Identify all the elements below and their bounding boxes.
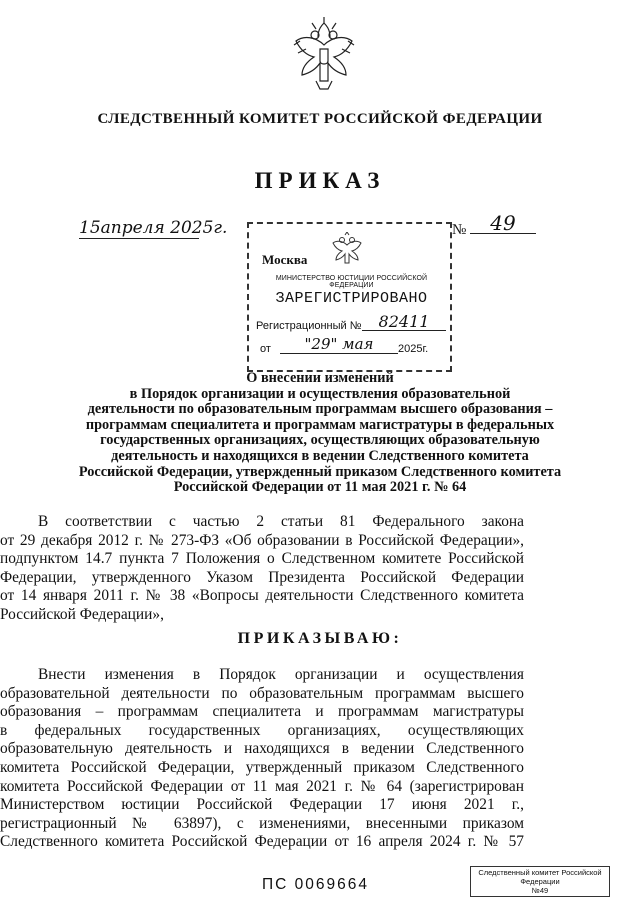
footer-stamp-line: №49 bbox=[531, 886, 549, 895]
state-emblem-icon bbox=[290, 15, 358, 95]
stamp-registered-text: ЗАРЕГИСТРИРОВАНО bbox=[275, 290, 428, 307]
stamp-ministry-name: МИНИСТЕРСТВО ЮСТИЦИИ РОССИЙСКОЙ ФЕДЕРАЦИИ bbox=[275, 275, 428, 289]
preamble-paragraph bbox=[0, 513, 524, 625]
stamp-city: Москва bbox=[262, 252, 308, 267]
stamp-date: "29" мая bbox=[280, 335, 398, 354]
body-line: Следственного комитета Российской Федерации от 16 апреля 2024 г. № 57 bbox=[0, 833, 524, 851]
body-line: в федеральных государственных организациях, осуществляющих bbox=[0, 721, 524, 739]
stamp-emblem-icon bbox=[330, 232, 364, 268]
subject-line: О внесении изменений bbox=[246, 370, 394, 386]
stamp-year: 2025г. bbox=[398, 343, 429, 355]
subject-line: в Порядок организации и осуществления образовательной bbox=[129, 385, 511, 402]
form-serial-number: ПС 0069664 bbox=[262, 876, 369, 893]
body-line: образовательной деятельности по образовательным программам высшего bbox=[0, 684, 524, 702]
body-line: регистрационный № 63897), с изменениями, внесенными приказом bbox=[0, 814, 524, 832]
order-date-handwritten: 15апреля 2025г. bbox=[79, 218, 228, 238]
body-line: образовательную деятельность и находящихся в ведении Следственного bbox=[0, 740, 524, 758]
subject-line: деятельности по образовательным программам высшего образования – bbox=[87, 401, 553, 418]
subject-line: деятельность и находящихся в ведении Следственного комитета bbox=[111, 447, 529, 464]
body-line: комитета Российской Федерации, утвержденный приказом Следственного bbox=[0, 758, 524, 776]
body-line: Российской Федерации», bbox=[0, 605, 164, 623]
body-line: комитета Российской Федерации от 11 мая 2021 г. № 64 (зарегистрирован bbox=[0, 777, 524, 795]
body-line: от 29 декабря 2012 г. № 273-ФЗ «Об образовании в Российской Федерации», bbox=[0, 531, 524, 549]
subject-line: программам специалитета и программам магистратуры в федеральных bbox=[85, 416, 555, 433]
body-line: В соответствии с частью 2 статьи 81 Федерального закона bbox=[38, 513, 524, 530]
body-line: подпунктом 14.7 пункта 7 Положения о Следственном комитете Российской bbox=[0, 550, 524, 568]
subject-line: Российской Федерации, утвержденный приказом Следственного комитета bbox=[78, 463, 562, 480]
organization-name: СЛЕДСТВЕННЫЙ КОМИТЕТ РОССИЙСКОЙ ФЕДЕРАЦИИ bbox=[97, 111, 543, 127]
stamp-reg-number: 82411 bbox=[362, 312, 446, 331]
footer-stamp bbox=[470, 866, 610, 897]
order-number-label: № bbox=[452, 222, 467, 238]
body-line: от 14 января 2011 г. № 38 «Вопросы деятельности Следственного комитета bbox=[0, 587, 524, 605]
body-line: Внести изменения в Порядок организации и осуществления bbox=[38, 666, 524, 683]
order-subject bbox=[60, 371, 580, 496]
subject-line: Российской Федерации от 11 мая 2021 г. № 64 bbox=[173, 479, 467, 496]
body-line: образования – программам специалитета и программам магистратуры bbox=[0, 703, 524, 721]
stamp-date-prefix: от bbox=[260, 343, 271, 355]
body-line: Федерации, утвержденного Указом Президента Российской Федерации bbox=[0, 568, 524, 586]
order-word: ПРИКАЗЫВАЮ: bbox=[237, 630, 403, 647]
order-number-handwritten: 49 bbox=[470, 211, 536, 234]
stamp-reg-number-label: Регистрационный № bbox=[256, 320, 362, 332]
order-paragraph bbox=[0, 666, 524, 852]
document-type-title: ПРИКАЗ bbox=[254, 168, 386, 193]
subject-line: государственных организациях, осуществляющих образовательную bbox=[100, 432, 540, 449]
footer-stamp-line: Следственный комитет Российской bbox=[478, 868, 602, 877]
body-line: Министерством юстиции Российской Федерации 17 июня 2021 г., bbox=[0, 796, 524, 814]
footer-stamp-line: Федерации bbox=[520, 877, 560, 886]
